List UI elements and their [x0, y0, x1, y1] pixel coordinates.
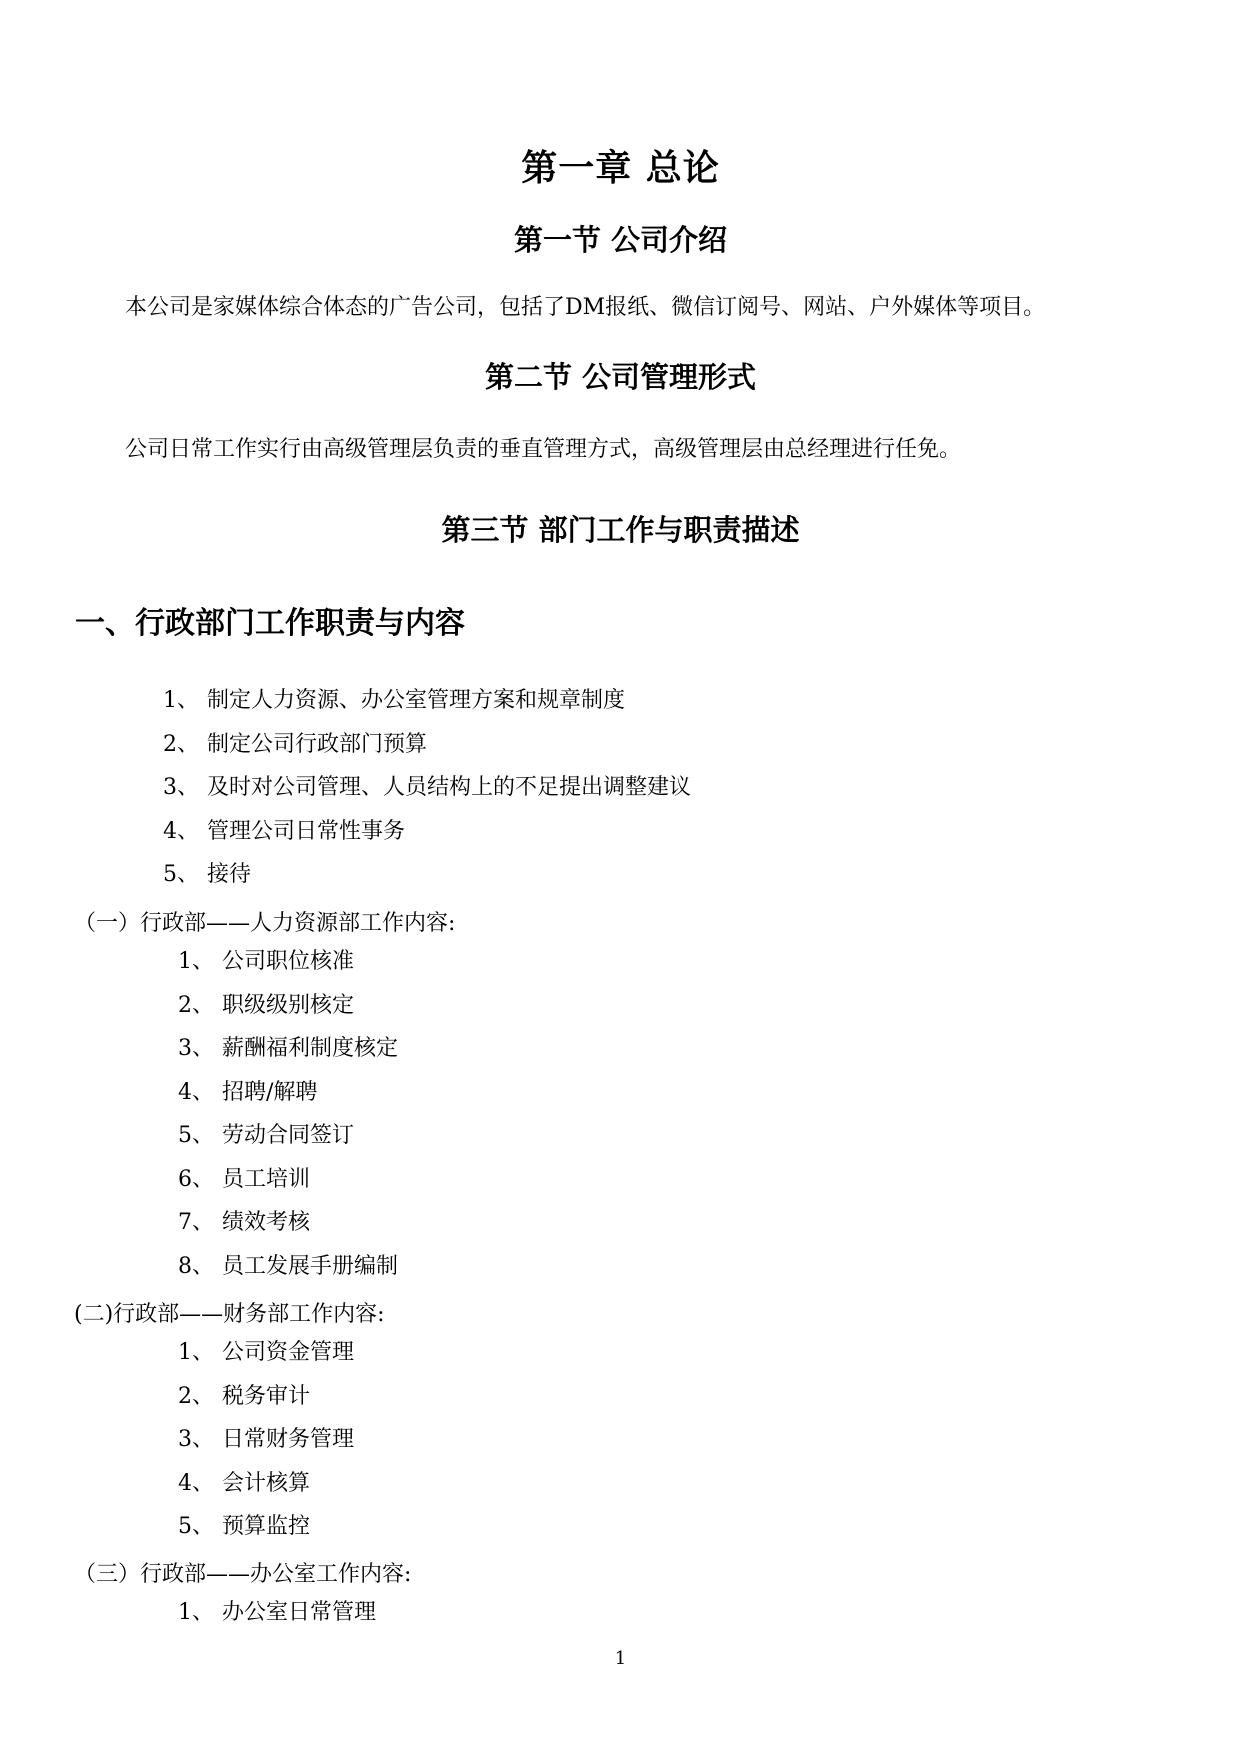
item-number: 6、 [178, 1166, 214, 1192]
chapter-title: 第一章 总论 [521, 148, 720, 189]
list-item [163, 766, 691, 810]
item-number: 3、 [163, 775, 199, 800]
admin-duties-list [163, 679, 691, 897]
admin-heading: 一、行政部门工作职责与内容 [75, 606, 465, 641]
item-text: 日常财务管理 [222, 1427, 355, 1452]
list-item [178, 984, 398, 1028]
list-item [178, 1114, 398, 1158]
item-text: 预算监控 [222, 1514, 311, 1539]
item-text: 职级级别核定 [222, 992, 355, 1018]
item-text: 绩效考核 [222, 1210, 311, 1235]
section-3-title: 第三节 部门工作与职责描述 [441, 513, 800, 547]
item-text: 接待 [207, 862, 252, 887]
list-item [178, 940, 398, 984]
section-1-body: 本公司是家媒体综合体态的广告公司，包括了DM报纸、微信订阅号、网站、户外媒体等项目。 [125, 295, 1046, 320]
section-2-body: 公司日常工作实行由高级管理层负责的垂直管理方式，高级管理层由总经理进行任免。 [125, 437, 962, 462]
section-1-title: 第一节 公司介绍 [513, 223, 728, 257]
item-text: 劳动合同签订 [222, 1123, 355, 1148]
section-2-title: 第二节 公司管理形式 [484, 360, 757, 394]
list-item [163, 723, 691, 767]
list-item [163, 853, 691, 897]
office-group-label: （三）行政部——办公室工作内容: [74, 1562, 412, 1587]
item-text: 管理公司日常性事务 [207, 818, 406, 844]
finance-group-label: (二)行政部——财务部工作内容: [74, 1302, 385, 1327]
list-item [178, 1158, 398, 1202]
list-item [178, 1462, 354, 1506]
item-text: 会计核算 [222, 1470, 311, 1496]
list-item [178, 1027, 398, 1071]
list-item [178, 1201, 398, 1245]
item-text: 办公室日常管理 [222, 1600, 377, 1625]
item-number: 2、 [178, 1383, 214, 1409]
list-item [178, 1418, 354, 1462]
item-number: 4、 [178, 1470, 214, 1496]
list-item [178, 1591, 376, 1635]
item-number: 4、 [163, 818, 199, 844]
list-item [178, 1331, 354, 1375]
item-number: 5、 [163, 862, 199, 887]
hr-group-label: （一）行政部——人力资源部工作内容: [74, 911, 456, 936]
item-number: 1、 [163, 688, 199, 713]
item-text: 公司职位核准 [222, 949, 355, 974]
item-text: 公司资金管理 [222, 1340, 355, 1365]
item-text: 招聘/解聘 [222, 1079, 318, 1105]
item-text: 员工发展手册编制 [222, 1253, 399, 1279]
list-item [163, 810, 691, 854]
office-duties-list [178, 1591, 376, 1635]
item-number: 4、 [178, 1079, 214, 1105]
list-item [178, 1071, 398, 1115]
list-item [178, 1505, 354, 1549]
item-number: 2、 [163, 731, 199, 757]
item-text: 税务审计 [222, 1383, 311, 1409]
item-text: 制定公司行政部门预算 [207, 731, 428, 757]
list-item [163, 679, 691, 723]
item-number: 1、 [178, 1600, 214, 1625]
item-number: 5、 [178, 1514, 214, 1539]
item-number: 1、 [178, 1340, 214, 1365]
list-item [178, 1375, 354, 1419]
item-number: 3、 [178, 1036, 214, 1061]
item-number: 1、 [178, 949, 214, 974]
page-number: 1 [614, 1648, 627, 1669]
item-number: 3、 [178, 1427, 214, 1452]
list-item [178, 1245, 398, 1289]
item-number: 5、 [178, 1123, 214, 1148]
item-number: 8、 [178, 1253, 214, 1279]
item-number: 2、 [178, 992, 214, 1018]
item-text: 员工培训 [222, 1166, 311, 1192]
item-text: 薪酬福利制度核定 [222, 1036, 399, 1061]
finance-duties-list [178, 1331, 354, 1549]
hr-duties-list [178, 940, 398, 1288]
item-number: 7、 [178, 1210, 214, 1235]
item-text: 制定人力资源、办公室管理方案和规章制度 [207, 688, 626, 713]
item-text: 及时对公司管理、人员结构上的不足提出调整建议 [207, 775, 692, 800]
